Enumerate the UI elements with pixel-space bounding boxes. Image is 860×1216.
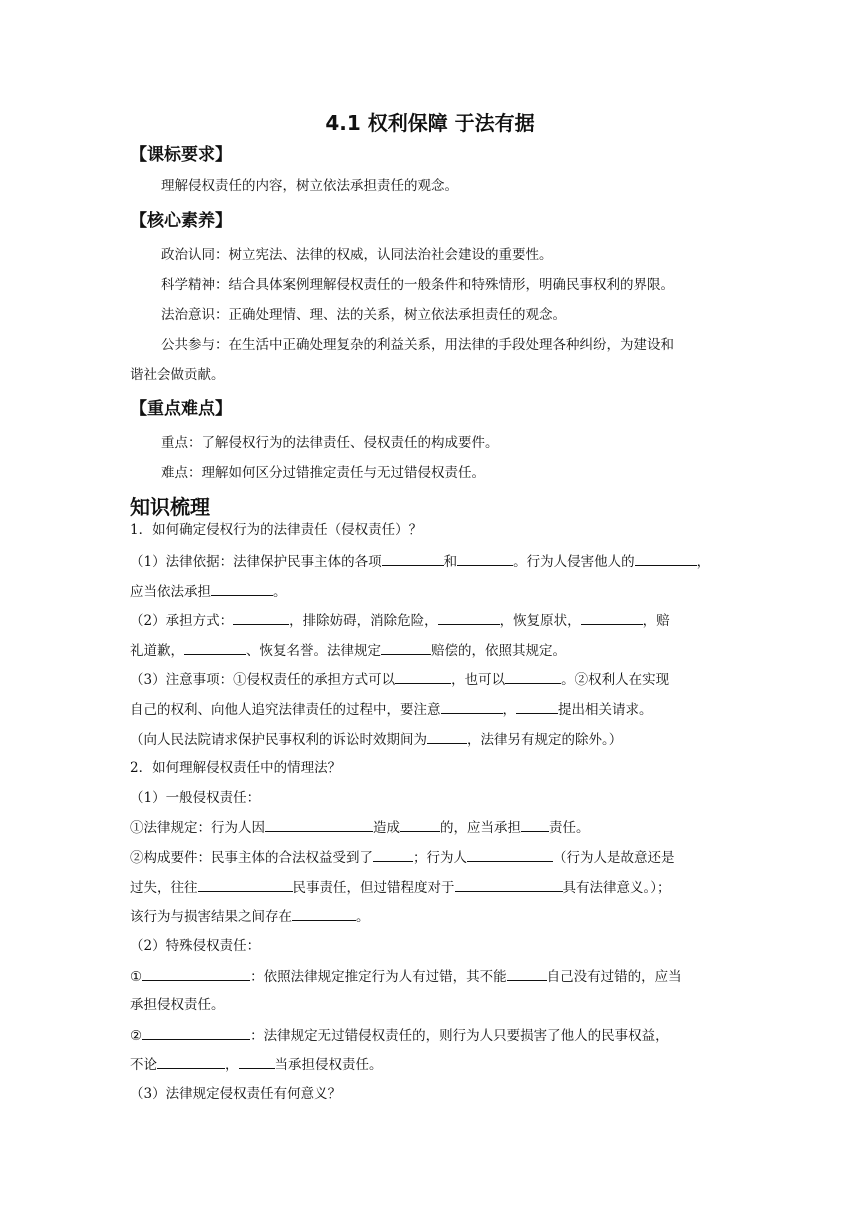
- heading-review: 知识梳理: [130, 495, 210, 519]
- fill-blank[interactable]: [581, 610, 643, 625]
- q1-item-3-line3: （向人民法院请求保护民事权利的诉讼时效期间为 ，法律另有规定的除外。）: [130, 729, 735, 750]
- fill-blank[interactable]: [395, 669, 451, 684]
- fill-blank[interactable]: [521, 817, 549, 832]
- fill-blank[interactable]: [438, 610, 500, 625]
- fill-blank[interactable]: [507, 966, 547, 981]
- q2-elements-line2: 过失，往往 民事责任，但过错程度对于 具有法律意义。）；: [130, 877, 735, 898]
- fill-blank[interactable]: [239, 1054, 275, 1069]
- fill-blank[interactable]: [373, 847, 413, 862]
- curriculum-text: 理解侵权责任的内容，树立依法承担责任的观念。: [161, 178, 458, 194]
- q1-item-3-line2: 自己的权利、向他人追究法律责任的过程中，要注意 ， 提出相关请求。: [130, 699, 735, 720]
- fill-blank[interactable]: [211, 581, 273, 596]
- literacy-line: 法治意识：正确处理情、理、法的关系，树立依法承担责任的观念。: [161, 307, 566, 323]
- fill-blank[interactable]: [516, 699, 558, 714]
- q2-general-law: ①法律规定：行为人因 造成 的，应当承担 责任。: [130, 817, 735, 838]
- fill-blank[interactable]: [455, 877, 563, 892]
- fill-blank[interactable]: [233, 610, 289, 625]
- heading-keypoints: 【重点难点】: [130, 399, 232, 419]
- fill-blank[interactable]: [381, 640, 431, 655]
- page-title: 4.1 权利保障 于法有据: [325, 111, 535, 135]
- fill-blank[interactable]: [142, 966, 250, 981]
- fill-blank[interactable]: [142, 1025, 250, 1040]
- q1-item-3-line1: （3）注意事项：①侵权责任的承担方式可以 ，也可以 。②权利人在实现: [130, 669, 735, 690]
- fill-blank[interactable]: [427, 729, 467, 744]
- q2-elements-line1: ②构成要件：民事主体的合法权益受到了 ；行为人 （行为人是故意还是: [130, 847, 735, 868]
- fill-blank[interactable]: [441, 699, 503, 714]
- q1-item-2-line2: 礼道歉， 、恢复名誉。法律规定 赔偿的，依照其规定。: [130, 640, 735, 661]
- question-1: 1．如何确定侵权行为的法律责任（侵权责任）？: [130, 522, 423, 538]
- fill-blank[interactable]: [505, 669, 561, 684]
- fill-blank[interactable]: [635, 551, 697, 566]
- fill-blank[interactable]: [265, 817, 373, 832]
- q2-item-3: （3）法律规定侵权责任有何意义？: [130, 1086, 342, 1102]
- q2-elements-line3: 该行为与损害结果之间存在 。: [130, 906, 735, 927]
- fill-blank[interactable]: [467, 847, 553, 862]
- keypoint-line: 重点：了解侵权行为的法律责任、侵权责任的构成要件。: [161, 435, 499, 451]
- literacy-line: 政治认同：树立宪法、法律的权威，认同法治社会建设的重要性。: [161, 247, 553, 263]
- fill-blank[interactable]: [457, 551, 513, 566]
- q1-item-1-line1: （1）法律依据：法律保护民事主体的各项 和 。行为人侵害他人的 ，: [130, 551, 735, 572]
- fill-blank[interactable]: [157, 1054, 225, 1069]
- q1-item-1-line2: 应当依法承担 。: [130, 581, 735, 602]
- q2-item-2: （2）特殊侵权责任：: [130, 938, 261, 954]
- fill-blank[interactable]: [184, 640, 246, 655]
- keypoint-line: 难点：理解如何区分过错推定责任与无过错侵权责任。: [161, 465, 485, 481]
- fill-blank[interactable]: [382, 551, 444, 566]
- literacy-line: 谐社会做贡献。: [130, 367, 225, 383]
- q2-special-1-line1: ① ：依照法律规定推定行为人有过错，其不能 自己没有过错的，应当: [130, 966, 735, 987]
- q2-special-2-line2: 不论 ， 当承担侵权责任。: [130, 1054, 735, 1075]
- question-2: 2．如何理解侵权责任中的情理法？: [130, 760, 342, 776]
- heading-curriculum: 【课标要求】: [130, 145, 232, 165]
- q2-item-1: （1）一般侵权责任：: [130, 790, 261, 806]
- q1-item-2-line1: （2）承担方式： ，排除妨碍，消除危险， ，恢复原状， ，赔: [130, 610, 735, 631]
- heading-literacy: 【核心素养】: [130, 211, 232, 231]
- q2-special-2-line1: ② ：法律规定无过错侵权责任的，则行为人只要损害了他人的民事权益，: [130, 1025, 735, 1046]
- fill-blank[interactable]: [400, 817, 440, 832]
- literacy-line: 公共参与：在生活中正确处理复杂的利益关系，用法律的手段处理各种纠纷，为建设和: [161, 337, 674, 353]
- fill-blank[interactable]: [292, 906, 356, 921]
- literacy-line: 科学精神：结合具体案例理解侵权责任的一般条件和特殊情形，明确民事权利的界限。: [161, 277, 674, 293]
- fill-blank[interactable]: [198, 877, 293, 892]
- q2-special-1-line2: 承担侵权责任。: [130, 997, 225, 1013]
